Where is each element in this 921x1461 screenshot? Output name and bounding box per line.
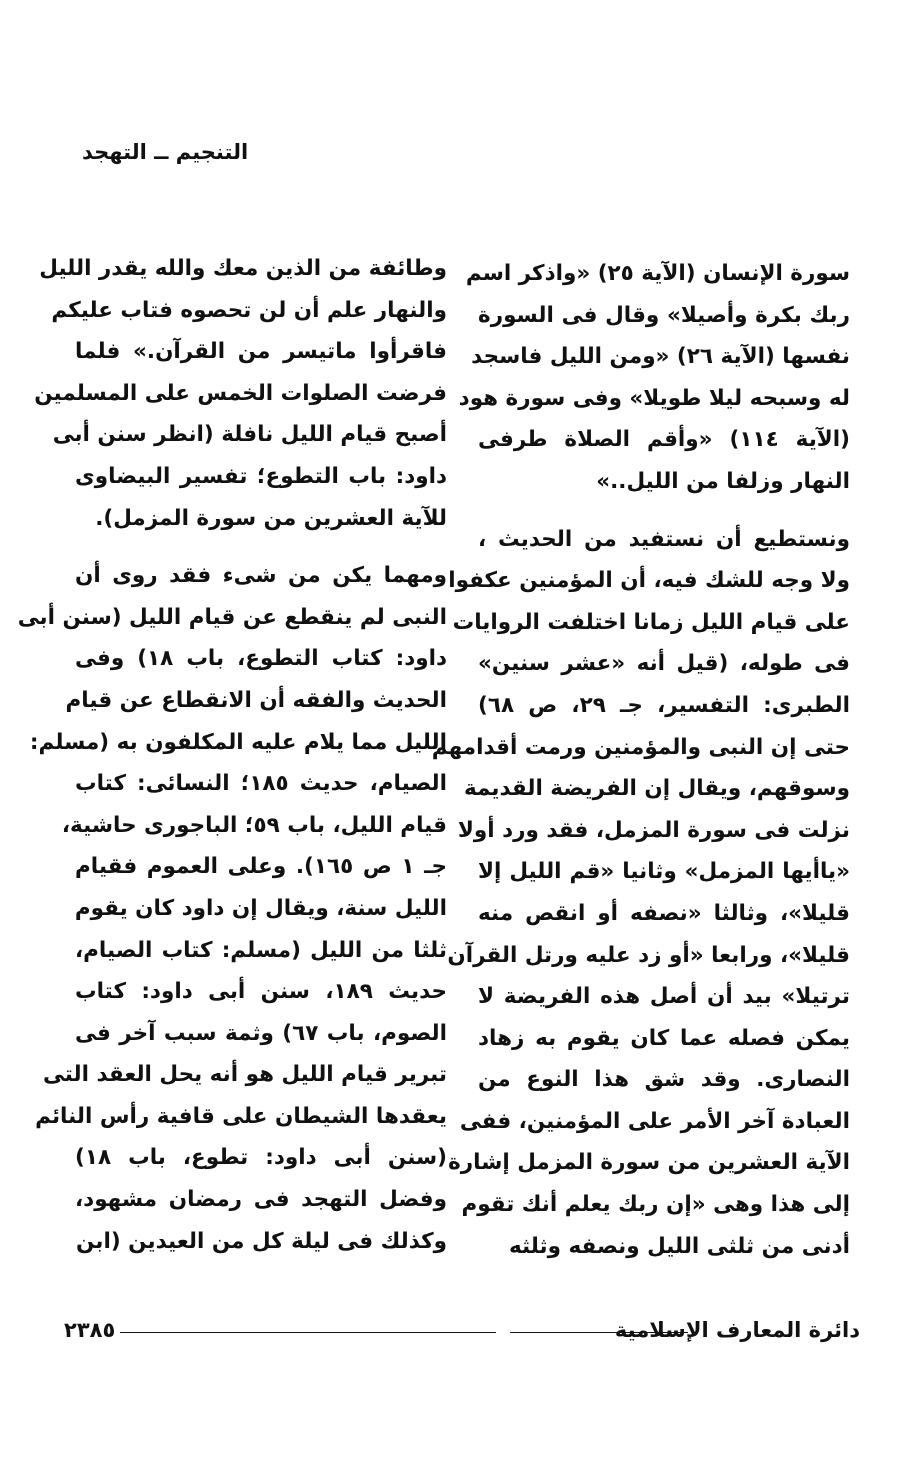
- text-line: ونستطيع أن نستفيد من الحديث ،: [478, 526, 850, 552]
- text-line: نزلت فى سورة المزمل، فقد ورد أولا: [457, 817, 850, 843]
- text-line: الصوم، باب ٦٧) وثمة سبب آخر فى: [75, 1020, 447, 1046]
- text-line: ومهما يكن من شىء فقد روى أن: [75, 563, 447, 589]
- text-line: قليلا»، وثالثا «نصفه أو انقص منه: [478, 900, 850, 926]
- text-line: وطائفة من الذين معك والله يقدر الليل: [39, 256, 447, 281]
- text-line: أصبح قيام الليل نافلة (انظر سنن أبى: [52, 422, 447, 448]
- left-column: [17, 248, 447, 1262]
- text-line: يمكن فصله عما كان يقوم به زهاد: [478, 1025, 850, 1051]
- text-line: الليل سنة، ويقال إن داود كان يقوم: [74, 895, 447, 921]
- text-line: نفسها (الآية ٢٦) «ومن الليل فاسجد: [471, 344, 850, 370]
- text-line: حديث ١٨٩، سنن أبى داود: كتاب: [75, 979, 447, 1005]
- text-line: الصيام، حديث ١٨٥؛ النسائى: كتاب: [75, 771, 447, 797]
- paragraph: [17, 555, 447, 1262]
- text-line: تبرير قيام الليل هو أنه يحل العقد التى: [42, 1062, 447, 1088]
- text-line: وفضل التهجد فى رمضان مشهود،: [75, 1187, 447, 1213]
- text-line: فرضت الصلوات الخمس على المسلمين: [34, 380, 447, 406]
- paragraph: [34, 248, 447, 539]
- page-footer: [64, 1318, 860, 1348]
- text-line: قليلا»، ورابعا «أو زد عليه ورتل القرآن: [447, 942, 850, 968]
- text-line: ترتيلا» بيد أن أصل هذه الفريضة لا: [478, 984, 850, 1010]
- text-line: داود: كتاب التطوع، باب ١٨) وفى: [75, 646, 447, 672]
- text-line: داود: باب التطوع؛ تفسير البيضاوى: [75, 463, 447, 489]
- text-line: للآية العشرين من سورة المزمل).: [95, 505, 447, 531]
- text-line: «ياأيها المزمل» وثانيا «قم الليل إلا: [478, 859, 850, 885]
- text-line: قيام الليل، باب ٥٩؛ الباجورى حاشية،: [61, 812, 447, 838]
- text-line: ولا وجه للشك فيه، أن المؤمنين عكفوا: [448, 568, 850, 594]
- paragraph-gap: [478, 503, 850, 519]
- text-line: وكذلك فى ليلة كل من العيدين (ابن: [76, 1228, 447, 1254]
- text-line: النبى لم ينقطع عن قيام الليل (سنن أبى: [17, 604, 447, 630]
- footer-rule: [120, 1332, 496, 1333]
- footer-rule: [510, 1332, 688, 1333]
- text-line: (سنن أبى داود: تطوع، باب ١٨): [75, 1145, 447, 1171]
- text-line: ربك بكرة وأصيلا» وقال فى السورة: [478, 302, 850, 328]
- text-line: إلى هذا وهى «إن ربك يعلم أنك تقوم: [461, 1192, 850, 1218]
- text-line: ثلثا من الليل (مسلم: كتاب الصيام،: [75, 937, 447, 963]
- text-line: (الآية ١١٤) «وأقم الصلاة طرفى: [478, 427, 850, 453]
- text-line: الليل مما يلام عليه المكلفون به (مسلم:: [29, 729, 447, 755]
- text-line: يعقدها الشيطان على قافية رأس النائم: [35, 1103, 447, 1129]
- text-line: الآية العشرين من سورة المزمل إشارة: [448, 1150, 850, 1176]
- text-line: الحديث والفقه أن الانقطاع عن قيام: [65, 687, 447, 713]
- text-line: وسوقهم، ويقال إن الفريضة القديمة: [463, 776, 850, 802]
- text-line: أدنى من ثلثى الليل ونصفه وثلثه: [508, 1233, 850, 1259]
- text-line: سورة الإنسان (الآية ٢٥) «واذكر اسم: [465, 261, 850, 286]
- text-line: له وسبحه ليلا طويلا» وفى سورة هود: [458, 385, 850, 411]
- text-line: العبادة آخر الأمر على المؤمنين، ففى: [459, 1108, 850, 1134]
- text-line: على قيام الليل زمانا اختلفت الروايات: [452, 609, 850, 635]
- text-line: فاقرأوا ماتيسر من القرآن.» فلما: [75, 339, 447, 365]
- paragraph-gap: [75, 539, 447, 555]
- right-column: [431, 253, 851, 1267]
- page-number: ٢٣٨٥: [64, 1318, 116, 1342]
- paragraph: [458, 253, 850, 503]
- text-line: الطبرى: التفسير، جـ ٢٩، ص ٦٨): [478, 692, 851, 718]
- text-line: والنهار علم أن لن تحصوه فتاب عليكم: [51, 297, 447, 323]
- text-line: النصارى. وقد شق هذا النوع من: [478, 1067, 850, 1093]
- footer-title: دائرة المعارف الإسلامية: [614, 1318, 860, 1342]
- running-head: التنجيم ــ التهجد: [82, 140, 249, 164]
- text-line: حتى إن النبى والمؤمنين ورمت أقدامهم: [431, 734, 850, 760]
- paragraph: [431, 519, 851, 1268]
- text-line: فى طوله، (قيل أنه «عشر سنين»: [478, 651, 850, 677]
- text-line: جـ ١ ص ١٦٥). وعلى العموم فقيام: [75, 854, 447, 880]
- text-line: النهار وزلفا من الليل..»: [596, 468, 850, 494]
